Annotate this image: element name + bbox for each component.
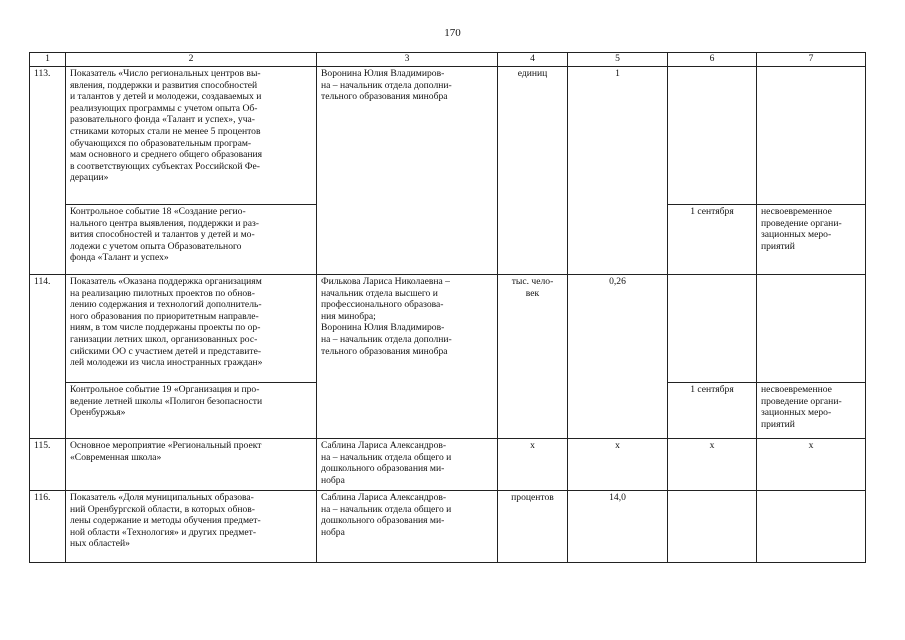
- empty-cell: [668, 275, 757, 383]
- responsible-person: Саблина Лариса Александров- на – начальник отдела общего и дошкольного образования ми- нобра: [317, 439, 498, 491]
- header-col-7: 7: [757, 53, 866, 67]
- row-number: 116.: [30, 491, 66, 563]
- empty-cell: [668, 67, 757, 205]
- indicator-text: Показатель «Доля муниципальных образова- ний Оренбургской области, в которых обнов- лены содержание и методы обучения предмет- ной области «Технология» и других предмет- ных областей»: [66, 491, 317, 563]
- event-risk: несвоевременное проведение органи- зационных меро- приятий: [757, 205, 866, 275]
- empty-cell: [757, 275, 866, 383]
- table-row: [30, 439, 866, 491]
- indicator-text: Основное мероприятие «Региональный проект «Современная школа»: [66, 439, 317, 491]
- event-date: 1 сентября: [668, 383, 757, 439]
- cell-x: х: [668, 439, 757, 491]
- table-row: [30, 275, 866, 383]
- cell-x: х: [757, 439, 866, 491]
- responsible-person: Воронина Юлия Владимиров- на – начальник отдела дополни- тельного образования минобра: [317, 67, 498, 275]
- event-date: 1 сентября: [668, 205, 757, 275]
- cell-x: х: [568, 439, 668, 491]
- value-cell: 0,26: [568, 275, 668, 439]
- header-col-3: 3: [317, 53, 498, 67]
- header-col-5: 5: [568, 53, 668, 67]
- unit-cell: процентов: [498, 491, 568, 563]
- header-col-2: 2: [66, 53, 317, 67]
- row-number: 113.: [30, 67, 66, 275]
- responsible-person: Саблина Лариса Александров- на – начальник отдела общего и дошкольного образования ми- нобра: [317, 491, 498, 563]
- row-number: 115.: [30, 439, 66, 491]
- cell-x: х: [498, 439, 568, 491]
- header-col-1: 1: [30, 53, 66, 67]
- table-row: [30, 491, 866, 563]
- value-cell: 14,0: [568, 491, 668, 563]
- control-event-text: Контрольное событие 19 «Организация и про- ведение летней школы «Полигон безопасности Оренбуржья»: [66, 383, 317, 439]
- control-event-text: Контрольное событие 18 «Создание регио- нального центра выявления, поддержки и раз- вития способностей и талантов у детей и мо- лодежи с учетом опыта Образовательного фонда «Талант и успех»: [66, 205, 317, 275]
- empty-cell: [668, 491, 757, 563]
- row-number: 114.: [30, 275, 66, 439]
- header-row: [30, 53, 866, 67]
- table-row: [30, 67, 866, 205]
- plan-table: [29, 52, 866, 563]
- header-col-6: 6: [668, 53, 757, 67]
- page-number: 170: [444, 27, 461, 39]
- responsible-person: Филькова Лариса Николаевна – начальник отдела высшего и профессионального образова- ния минобра; Воронина Юлия Владимиров- на – начальник отдела дополни- тельного образования минобра: [317, 275, 498, 439]
- indicator-text: Показатель «Число региональных центров вы- явления, поддержки и развития способностей и талантов у детей и молодежи, создаваемых и реализующих программы с учетом опыта Об- разовательного фонда «Талант и успех», уча- стниками которых стали не менее 5 процентов обучающихся по образовательным програм- мам основного и среднего общего образования в соответствующих субъектах Российской Фе- дерации»: [66, 67, 317, 205]
- event-risk: несвоевременное проведение органи- зационных меро- приятий: [757, 383, 866, 439]
- header-col-4: 4: [498, 53, 568, 67]
- value-cell: 1: [568, 67, 668, 275]
- empty-cell: [757, 491, 866, 563]
- indicator-text: Показатель «Оказана поддержка организациям на реализацию пилотных проектов по обнов- лению содержания и технологий дополнитель- ного образования по приоритетным направле- ниям, в том числе поддержаны проекты по ор- ганизации летних школ, организованных рос- сийскими ОО с участием детей и представите- лей молодежи из числа иностранных граждан»: [66, 275, 317, 383]
- empty-cell: [757, 67, 866, 205]
- unit-cell: тыс. чело- век: [498, 275, 568, 439]
- unit-cell: единиц: [498, 67, 568, 275]
